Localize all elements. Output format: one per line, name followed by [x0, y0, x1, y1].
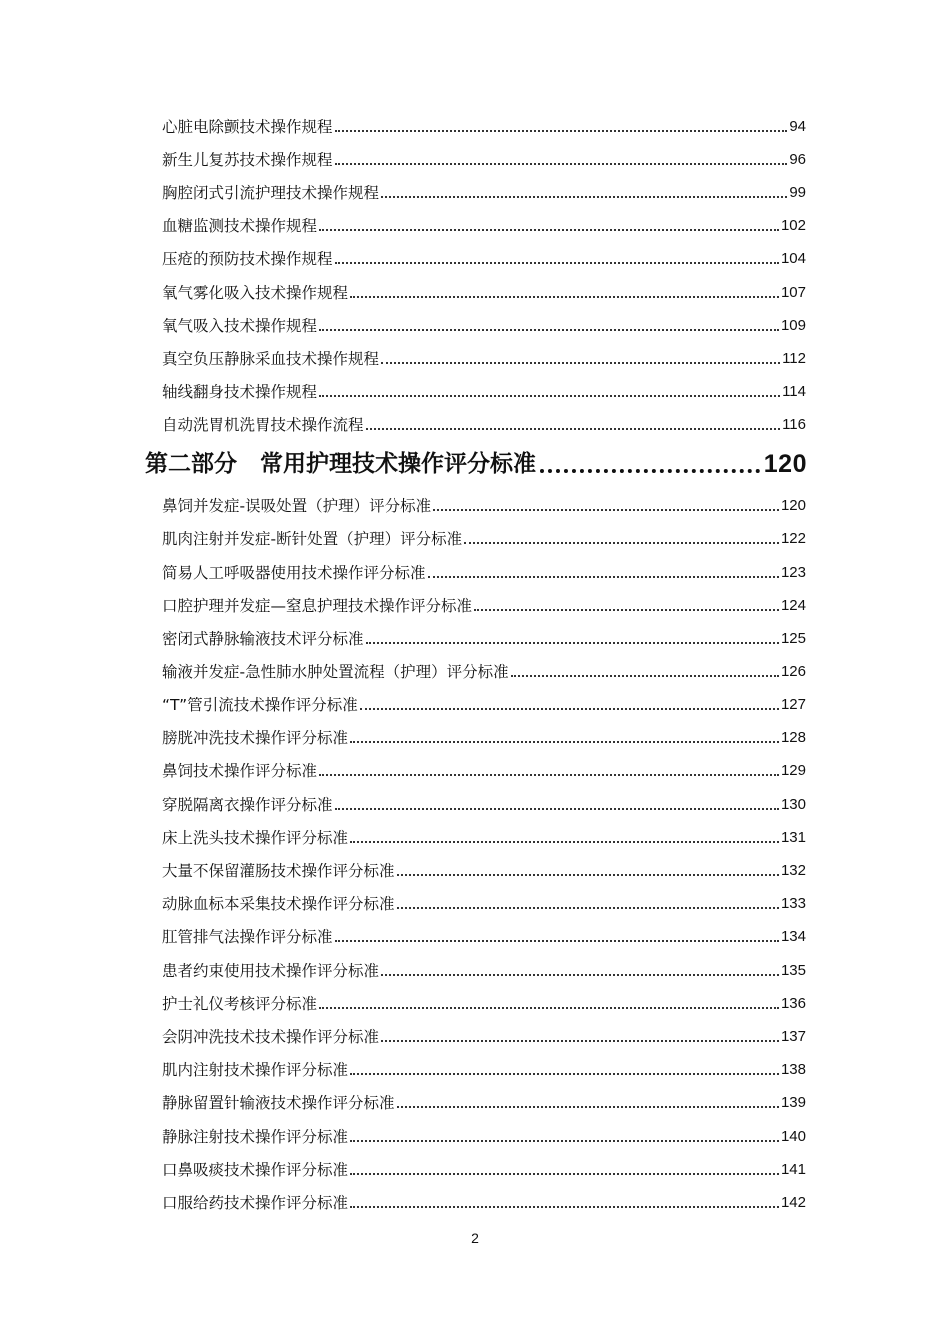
dot-leader	[540, 469, 760, 473]
toc-entry[interactable]	[162, 1092, 806, 1114]
toc-entry-title: 口鼻吸痰技术操作评分标准	[162, 1161, 349, 1179]
dot-leader	[335, 130, 788, 132]
toc-entry-page: 104	[780, 250, 806, 267]
dot-leader	[350, 741, 779, 743]
part-heading-title: 第二部分 常用护理技术操作评分标准	[145, 451, 536, 477]
dot-leader	[350, 296, 779, 298]
dot-leader	[428, 576, 779, 578]
toc-entry[interactable]	[162, 1159, 806, 1181]
toc-entry-title: 氧气吸入技术操作规程	[162, 317, 318, 335]
toc-entry-page: 128	[780, 729, 806, 746]
toc-entry-page: 141	[780, 1161, 806, 1178]
dot-leader	[381, 1040, 779, 1042]
dot-leader	[350, 841, 779, 843]
toc-entry-page: 134	[780, 928, 806, 945]
toc-entry-title: 压疮的预防技术操作规程	[162, 250, 333, 268]
toc-entry[interactable]	[162, 827, 806, 849]
dot-leader	[360, 708, 779, 710]
toc-entry-title: 静脉注射技术操作评分标准	[162, 1128, 349, 1146]
toc-entry-page: 136	[780, 995, 806, 1012]
toc-entry-title: 心脏电除颤技术操作规程	[162, 118, 333, 136]
toc-entry[interactable]	[162, 248, 806, 270]
toc-entry-title: 静脉留置针输液技术操作评分标准	[162, 1094, 395, 1112]
toc-part-heading[interactable]	[145, 447, 807, 481]
toc-entry-page: 125	[780, 630, 806, 647]
toc-entry[interactable]	[162, 926, 806, 948]
toc-entry-title: “T”管引流技术操作评分标准	[162, 696, 358, 714]
dot-leader	[366, 642, 779, 644]
toc-entry-page: 139	[780, 1094, 806, 1111]
toc-entry[interactable]	[162, 116, 806, 138]
dot-leader	[319, 229, 779, 231]
dot-leader	[350, 1173, 779, 1175]
toc-entry-title: 口腔护理并发症—窒息护理技术操作评分标准	[162, 597, 473, 615]
toc-entry-page: 96	[789, 151, 806, 168]
dot-leader	[319, 329, 779, 331]
toc-entry-title: 口服给药技术操作评分标准	[162, 1194, 349, 1212]
part-heading-page: 120	[763, 450, 807, 478]
dot-leader	[397, 874, 779, 876]
toc-entry-title: 大量不保留灌肠技术操作评分标准	[162, 862, 395, 880]
dot-leader	[350, 1206, 779, 1208]
toc-entry-title: 轴线翻身技术操作规程	[162, 383, 318, 401]
toc-entry-page: 116	[782, 416, 806, 433]
dot-leader	[319, 774, 779, 776]
toc-entry[interactable]	[162, 794, 806, 816]
toc-entry[interactable]	[162, 562, 806, 584]
toc-entry-title: 输液并发症-急性肺水肿处置流程（护理）评分标准	[162, 663, 509, 681]
toc-entry[interactable]	[162, 993, 806, 1015]
toc-entry-page: 142	[780, 1194, 806, 1211]
page-number: 2	[471, 1230, 479, 1246]
toc-entry[interactable]	[162, 182, 806, 204]
toc-entry-page: 124	[780, 597, 806, 614]
dot-leader	[474, 609, 779, 611]
toc-entry-title: 新生儿复苏技术操作规程	[162, 151, 333, 169]
toc-entry[interactable]	[162, 860, 806, 882]
toc-entry[interactable]	[162, 628, 806, 650]
toc-entry-title: 简易人工呼吸器使用技术操作评分标准	[162, 564, 426, 582]
dot-leader	[350, 1140, 779, 1142]
toc-entry-page: 127	[780, 696, 806, 713]
toc-entry-page: 138	[780, 1061, 806, 1078]
dot-leader	[335, 262, 779, 264]
toc-entry-title: 肛管排气法操作评分标准	[162, 928, 333, 946]
dot-leader	[335, 808, 779, 810]
toc-entry[interactable]	[162, 661, 806, 683]
toc-entry-title: 自动洗胃机洗胃技术操作流程	[162, 416, 364, 434]
toc-entry-title: 床上洗头技术操作评分标准	[162, 829, 349, 847]
toc-entry-page: 135	[780, 962, 806, 979]
toc-entry-page: 99	[789, 184, 806, 201]
toc-entry-title: 氧气雾化吸入技术操作规程	[162, 284, 349, 302]
toc-entry[interactable]	[162, 495, 806, 517]
toc-entry-page: 122	[780, 530, 806, 547]
toc-entry-page: 102	[780, 217, 806, 234]
dot-leader	[381, 362, 780, 364]
dot-leader	[397, 907, 779, 909]
toc-entry[interactable]	[162, 595, 806, 617]
dot-leader	[433, 509, 779, 511]
toc-entry-page: 94	[789, 118, 806, 135]
toc-entry-title: 患者约束使用技术操作评分标准	[162, 962, 380, 980]
toc-entry[interactable]	[162, 149, 806, 171]
dot-leader	[366, 428, 781, 430]
dot-leader	[350, 1073, 779, 1075]
toc-entry[interactable]	[162, 1026, 806, 1048]
toc-entry-page: 140	[780, 1128, 806, 1145]
toc-entry-page: 112	[782, 350, 806, 367]
toc-entry-page: 120	[780, 497, 806, 514]
toc-entry[interactable]	[162, 528, 806, 550]
toc-entry-title: 膀胱冲洗技术操作评分标准	[162, 729, 349, 747]
toc-entry[interactable]	[162, 1192, 806, 1214]
toc-entry[interactable]	[162, 960, 806, 982]
toc-entry-title: 鼻饲并发症-误吸处置（护理）评分标准	[162, 497, 432, 515]
toc-entry-page: 132	[780, 862, 806, 879]
dot-leader	[511, 675, 779, 677]
toc-entry-page: 123	[780, 564, 806, 581]
toc-entry-page: 126	[780, 663, 806, 680]
toc-entry-title: 血糖监测技术操作规程	[162, 217, 318, 235]
toc-entry-title: 动脉血标本采集技术操作评分标准	[162, 895, 395, 913]
toc-entry-title: 肌内注射技术操作评分标准	[162, 1061, 349, 1079]
dot-leader	[397, 1106, 779, 1108]
toc-entry[interactable]	[162, 414, 806, 436]
toc-entry[interactable]	[162, 694, 806, 716]
toc-entry-page: 131	[780, 829, 806, 846]
toc-entry[interactable]	[162, 215, 806, 237]
toc-entry-title: 胸腔闭式引流护理技术操作规程	[162, 184, 380, 202]
toc-entry[interactable]	[162, 282, 806, 304]
toc-entry-title: 鼻饲技术操作评分标准	[162, 762, 318, 780]
toc-entry-page: 130	[780, 796, 806, 813]
toc-entry-page: 133	[780, 895, 806, 912]
toc-entry-title: 穿脱隔离衣操作评分标准	[162, 796, 333, 814]
toc-entry-page: 129	[780, 762, 806, 779]
toc-entry[interactable]	[162, 381, 806, 403]
toc-entry[interactable]	[162, 1126, 806, 1148]
dot-leader	[381, 196, 787, 198]
toc-entry-title: 密闭式静脉输液技术评分标准	[162, 630, 364, 648]
dot-leader	[319, 395, 780, 397]
toc-entry-title: 护士礼仪考核评分标准	[162, 995, 318, 1013]
toc-entry-title: 真空负压静脉采血技术操作规程	[162, 350, 380, 368]
toc-entry[interactable]	[162, 727, 806, 749]
toc-entry-title: 肌肉注射并发症-断针处置（护理）评分标准	[162, 530, 463, 548]
toc-entry-title: 会阴冲洗技术技术操作评分标准	[162, 1028, 380, 1046]
dot-leader	[464, 542, 779, 544]
toc-entry[interactable]	[162, 760, 806, 782]
toc-entry-page: 137	[780, 1028, 806, 1045]
toc-entry[interactable]	[162, 1059, 806, 1081]
dot-leader	[335, 163, 788, 165]
toc-entry-page: 114	[782, 383, 806, 400]
toc-entry-page: 107	[780, 284, 806, 301]
toc-entry[interactable]	[162, 348, 806, 370]
dot-leader	[335, 940, 779, 942]
toc-entry[interactable]	[162, 315, 806, 337]
toc-entry[interactable]	[162, 893, 806, 915]
dot-leader	[319, 1007, 779, 1009]
dot-leader	[381, 974, 779, 976]
toc-entry-page: 109	[780, 317, 806, 334]
